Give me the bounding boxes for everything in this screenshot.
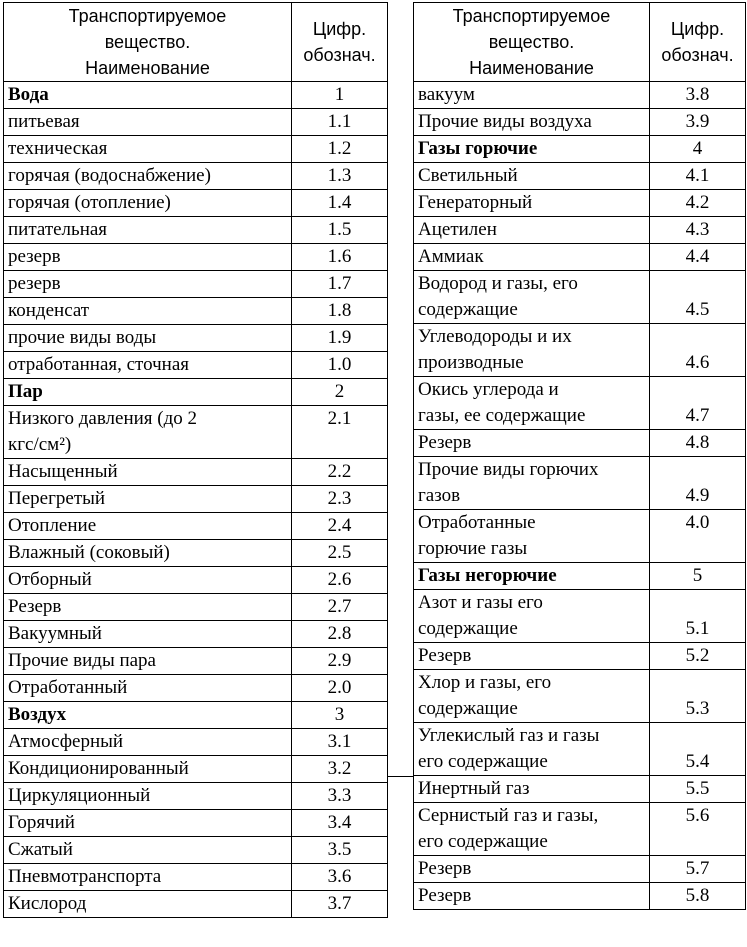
header-row [4, 3, 388, 82]
substance-name: Пневмотранспорта [4, 864, 292, 891]
table-row [4, 163, 388, 190]
substance-name: Окись углерода и газы, ее содержащие [414, 377, 650, 430]
group-row [4, 82, 388, 109]
substance-code: 4.5 [650, 271, 746, 324]
substance-name: Генераторный [414, 190, 650, 217]
substance-code: 1.7 [292, 271, 388, 298]
substance-name: Отборный [4, 567, 292, 594]
substance-code: 5.8 [650, 883, 746, 910]
substance-name: Вакуумный [4, 621, 292, 648]
substance-name: Углекислый газ и газы его содержащие [414, 723, 650, 776]
substance-name: резерв [4, 244, 292, 271]
substance-code: 4.8 [650, 430, 746, 457]
group-row [414, 563, 746, 590]
substance-name: Углеводороды и их производные [414, 324, 650, 377]
substance-name: Отработанные горючие газы [414, 510, 650, 563]
substance-code: 5 [650, 563, 746, 590]
substance-code: 1.0 [292, 352, 388, 379]
substance-code: 4.9 [650, 457, 746, 510]
substance-code: 4.6 [650, 324, 746, 377]
substance-code: 4.2 [650, 190, 746, 217]
substance-name: Вода [4, 82, 292, 109]
table-row [4, 406, 388, 459]
substance-name: прочие виды воды [4, 325, 292, 352]
table-row [4, 729, 388, 756]
substance-code: 2.7 [292, 594, 388, 621]
table-row [4, 621, 388, 648]
table-row [414, 324, 746, 377]
substance-code: 3.3 [292, 783, 388, 810]
substance-code: 5.1 [650, 590, 746, 643]
substance-name: Кислород [4, 891, 292, 918]
substance-name: отработанная, сточная [4, 352, 292, 379]
table-row [414, 723, 746, 776]
substance-code: 4.4 [650, 244, 746, 271]
table-row [414, 670, 746, 723]
header-name-col: Транспортируемое вещество. Наименование [4, 3, 292, 82]
substance-code: 1.5 [292, 217, 388, 244]
table-row [4, 190, 388, 217]
substance-name: Насыщенный [4, 459, 292, 486]
substance-name: Прочие виды воздуха [414, 109, 650, 136]
substance-name: Атмосферный [4, 729, 292, 756]
substance-name: Аммиак [414, 244, 650, 271]
substance-code: 1.6 [292, 244, 388, 271]
table-row [4, 271, 388, 298]
substance-name: Хлор и газы, его содержащие [414, 670, 650, 723]
substance-code: 3.2 [292, 756, 388, 783]
substance-code: 2 [292, 379, 388, 406]
substance-name: Влажный (соковый) [4, 540, 292, 567]
table-row [4, 486, 388, 513]
substance-code: 1.8 [292, 298, 388, 325]
table-row [414, 109, 746, 136]
substance-name: конденсат [4, 298, 292, 325]
substance-name: техническая [4, 136, 292, 163]
table-row [4, 783, 388, 810]
substance-name: горячая (отопление) [4, 190, 292, 217]
substance-code: 3 [292, 702, 388, 729]
substance-code: 2.5 [292, 540, 388, 567]
substance-name: резерв [4, 271, 292, 298]
table-row [4, 864, 388, 891]
substance-code: 2.6 [292, 567, 388, 594]
table-row [4, 217, 388, 244]
substance-name: горячая (водоснабжение) [4, 163, 292, 190]
substance-name: Резерв [414, 643, 650, 670]
table-row [414, 856, 746, 883]
table-row [414, 217, 746, 244]
table-row [4, 244, 388, 271]
column-divider [387, 776, 413, 777]
table-row [414, 163, 746, 190]
substance-name: питьевая [4, 109, 292, 136]
substance-code: 4.1 [650, 163, 746, 190]
substance-code: 5.7 [650, 856, 746, 883]
table-row [414, 82, 746, 109]
substance-name: Прочие виды горючих газов [414, 457, 650, 510]
table-row [4, 837, 388, 864]
substance-code: 5.4 [650, 723, 746, 776]
substance-code: 1 [292, 82, 388, 109]
table-row [4, 540, 388, 567]
table-row [414, 776, 746, 803]
substance-code: 2.1 [292, 406, 388, 459]
substance-code: 3.4 [292, 810, 388, 837]
substance-name: Отопление [4, 513, 292, 540]
table-row [414, 883, 746, 910]
table-row [4, 810, 388, 837]
substance-code: 2.9 [292, 648, 388, 675]
substance-name: Низкого давления (до 2 кгс/см²) [4, 406, 292, 459]
substance-code: 3.9 [650, 109, 746, 136]
substance-name: Сернистый газ и газы, его содержащие [414, 803, 650, 856]
substance-name: Прочие виды пара [4, 648, 292, 675]
table-row [4, 298, 388, 325]
substance-code: 3.8 [650, 82, 746, 109]
substance-name: Инертный газ [414, 776, 650, 803]
substances-table-left [3, 2, 388, 918]
table-row [4, 594, 388, 621]
table-row [4, 513, 388, 540]
substance-name: Горячий [4, 810, 292, 837]
substance-name: Газы негорючие [414, 563, 650, 590]
substance-code: 1.1 [292, 109, 388, 136]
substance-code: 3.6 [292, 864, 388, 891]
table-row [414, 643, 746, 670]
substance-code: 5.2 [650, 643, 746, 670]
substance-code: 1.2 [292, 136, 388, 163]
substance-name: Резерв [414, 430, 650, 457]
table-row [4, 567, 388, 594]
substance-name: Резерв [414, 883, 650, 910]
table-row [414, 590, 746, 643]
substance-name: Ацетилен [414, 217, 650, 244]
substance-name: питательная [4, 217, 292, 244]
group-row [4, 379, 388, 406]
table-row [4, 459, 388, 486]
substances-table-right [413, 2, 746, 910]
group-row [4, 702, 388, 729]
substance-name: Светильный [414, 163, 650, 190]
substance-code: 1.3 [292, 163, 388, 190]
substance-name: Азот и газы его содержащие [414, 590, 650, 643]
substance-name: вакуум [414, 82, 650, 109]
substance-code: 5.3 [650, 670, 746, 723]
substance-name: Пар [4, 379, 292, 406]
table-row [4, 136, 388, 163]
substance-code: 2.0 [292, 675, 388, 702]
header-name-col: Транспортируемое вещество. Наименование [414, 3, 650, 82]
substance-name: Сжатый [4, 837, 292, 864]
substance-code: 5.6 [650, 803, 746, 856]
table-row [414, 377, 746, 430]
table-row [4, 891, 388, 918]
substance-code: 1.4 [292, 190, 388, 217]
table-row [4, 648, 388, 675]
table-row [414, 271, 746, 324]
substance-name: Резерв [4, 594, 292, 621]
table-row [414, 457, 746, 510]
substance-code: 2.8 [292, 621, 388, 648]
substance-name: Перегретый [4, 486, 292, 513]
substance-name: Воздух [4, 702, 292, 729]
substance-code: 3.7 [292, 891, 388, 918]
table-row [4, 325, 388, 352]
table-row [4, 756, 388, 783]
table-row [414, 190, 746, 217]
substance-code: 3.1 [292, 729, 388, 756]
substance-code: 3.5 [292, 837, 388, 864]
substance-name: Газы горючие [414, 136, 650, 163]
substance-code: 1.9 [292, 325, 388, 352]
table-row [4, 109, 388, 136]
substance-name: Водород и газы, его содержащие [414, 271, 650, 324]
substance-code: 2.2 [292, 459, 388, 486]
substance-code: 4.7 [650, 377, 746, 430]
header-code-col: Цифр. обознач. [292, 3, 388, 82]
header-row [414, 3, 746, 82]
table-row [4, 352, 388, 379]
substance-code: 2.4 [292, 513, 388, 540]
substance-code: 4.0 [650, 510, 746, 563]
header-code-col: Цифр. обознач. [650, 3, 746, 82]
table-row [414, 510, 746, 563]
substance-code: 4.3 [650, 217, 746, 244]
table-row [4, 675, 388, 702]
substance-name: Отработанный [4, 675, 292, 702]
substance-code: 2.3 [292, 486, 388, 513]
substance-name: Резерв [414, 856, 650, 883]
substance-name: Кондиционированный [4, 756, 292, 783]
substance-code: 4 [650, 136, 746, 163]
substance-name: Циркуляционный [4, 783, 292, 810]
substance-code: 5.5 [650, 776, 746, 803]
group-row [414, 136, 746, 163]
table-row [414, 244, 746, 271]
table-row [414, 430, 746, 457]
table-row [414, 803, 746, 856]
